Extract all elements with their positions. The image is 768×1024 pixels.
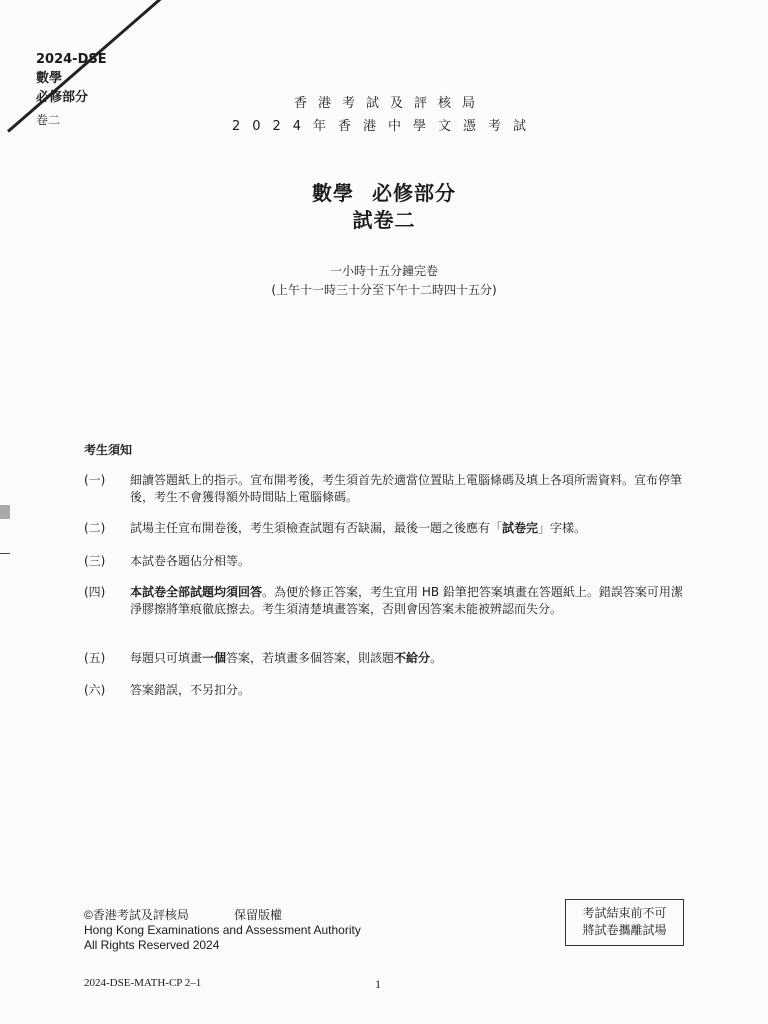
instructions-heading: 考生須知 — [84, 443, 133, 457]
authority-name: 香港考試及評核局 — [293, 96, 486, 111]
paper-title: 試卷二 — [352, 208, 416, 232]
instruction-text: 細讀答題紙上的指示。宣布開考後，考生須首先於適當位置貼上電腦條碼及填上各項所需資料。宣布停筆後，考生不會獲得額外時間貼上電腦條碼。 — [130, 473, 683, 504]
instruction-item — [84, 682, 684, 699]
exam-name: 2024年香港中學文憑考試 — [231, 119, 539, 134]
subject-name: 數學 — [312, 181, 354, 205]
corner-label — [36, 50, 107, 130]
instruction-number: (五) — [84, 651, 106, 665]
take-away-notice-box — [565, 899, 684, 946]
exam-time-span: (上午十一時三十分至下午十二時四十五分) — [271, 283, 497, 297]
corner-code: 2024-DSE — [36, 52, 107, 67]
instruction-number: (二) — [84, 521, 106, 535]
instruction-text: 本試卷全部試題均須回答。為便於修正答案，考生宜用 HB 鉛筆把答案填畫在答題紙上。錯誤答案可用潔淨膠擦將筆痕徹底擦去。考生須清楚填畫答案，否則會因答案未能被辨認而失分。 — [130, 585, 683, 616]
exam-duration: 一小時十五分鐘完卷 — [329, 264, 438, 278]
rights-cn: 保留版權 — [234, 908, 283, 922]
copyright-block — [84, 908, 361, 953]
instruction-item — [84, 553, 684, 570]
paper-code: 2024-DSE-MATH-CP 2–1 — [84, 977, 202, 989]
instruction-item — [84, 520, 684, 537]
instruction-text: 每題只可填畫一個答案，若填畫多個答案，則該題不給分。 — [130, 651, 443, 665]
subject-part: 必修部分 — [372, 181, 456, 205]
corner-paper: 卷二 — [36, 113, 61, 127]
scan-artifact — [0, 505, 10, 519]
corner-subject: 數學 — [36, 71, 63, 86]
rights-en: All Rights Reserved 2024 — [84, 938, 220, 952]
notice-line-2: 將試卷攜離試場 — [582, 923, 667, 937]
instruction-item — [84, 584, 684, 618]
corner-part: 必修部分 — [36, 90, 89, 105]
subject-title — [240, 177, 528, 206]
copyright-cn: ©香港考試及評核局 — [84, 908, 189, 922]
copyright-en: Hong Kong Examinations and Assessment Authority — [84, 923, 361, 937]
instruction-text: 試場主任宣布開卷後，考生須檢查試題有否缺漏，最後一題之後應有「試卷完」字樣。 — [130, 521, 587, 535]
instruction-number: (一) — [84, 473, 106, 487]
scan-artifact — [0, 553, 10, 554]
instruction-number: (三) — [84, 554, 106, 568]
instruction-number: (四) — [84, 585, 106, 599]
instruction-number: (六) — [84, 683, 106, 697]
instruction-text: 答案錯誤，不另扣分。 — [130, 683, 251, 697]
notice-line-1: 考試結束前不可 — [582, 906, 667, 920]
instruction-item — [84, 650, 684, 667]
page-number: 1 — [375, 977, 381, 991]
instruction-item — [84, 472, 684, 506]
instruction-text: 本試卷各題佔分相等。 — [130, 554, 251, 568]
